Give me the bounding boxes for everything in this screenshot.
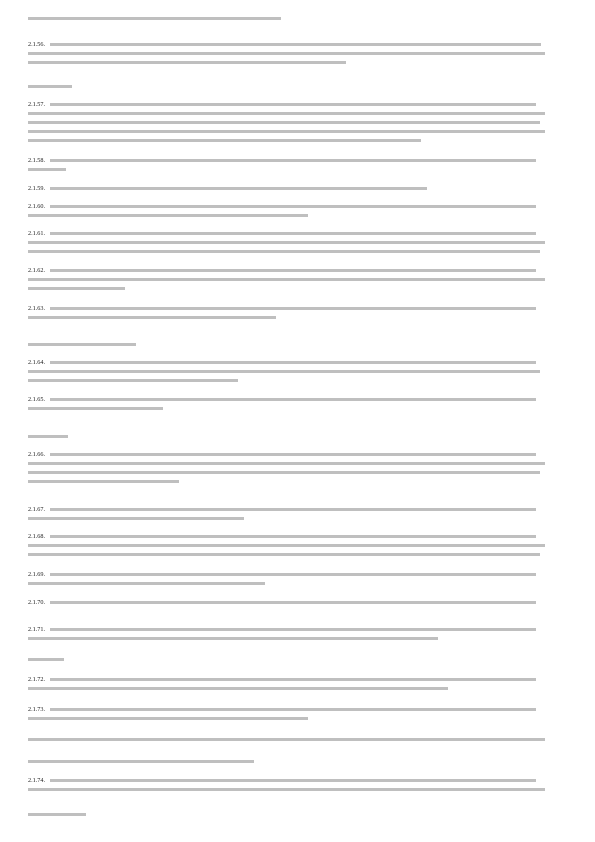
clause-2-1-62 [28,266,567,293]
text-line [28,367,567,376]
clause-number: 2.1.68. [28,533,46,540]
text-line [28,247,567,256]
text-line [50,100,567,109]
section-heading-finishing [28,655,64,664]
text-line [28,550,567,559]
list-item [28,757,567,766]
text-line [50,202,567,211]
text-line [28,810,86,819]
text-line [28,757,567,766]
text-line [28,136,567,145]
clause-2-1-73 [28,705,567,723]
text-line [28,376,567,385]
text-line [50,598,567,607]
clause-number: 2.1.63. [28,305,46,312]
clause-2-1-65 [28,395,567,413]
clause-number: 2.1.60. [28,203,46,210]
clause-2-1-60 [28,202,567,220]
text-line [28,238,567,247]
text-line [50,266,567,275]
clause-number: 2.1.70. [28,599,46,606]
text-line [28,58,567,67]
clause-2-1-61 [28,229,567,256]
text-line [28,634,567,643]
clause-2-1-68 [28,532,567,559]
text-line [28,275,567,284]
text-line [50,229,567,238]
text-line [28,459,567,468]
list-item [28,735,567,744]
clause-number: 2.1.65. [28,396,46,403]
text-line [50,156,567,165]
clause-2-1-71 [28,625,567,643]
text-line [28,127,567,136]
text-line [28,404,567,413]
clause-number: 2.1.57. [28,101,46,108]
clause-2-1-59 [28,184,567,193]
text-line [50,304,567,313]
clause-2-1-57 [28,100,567,145]
text-line [28,684,567,693]
text-line [28,514,567,523]
text-line [50,570,567,579]
clause-number: 2.1.66. [28,451,46,458]
text-line [50,532,567,541]
text-line [50,705,567,714]
clause-number: 2.1.72. [28,676,46,683]
text-line [28,118,567,127]
clause-number: 2.1.64. [28,359,46,366]
text-line [28,785,567,794]
clause-2-1-64 [28,358,567,385]
text-line [50,40,567,49]
text-line [50,358,567,367]
text-line [28,541,567,550]
text-line [28,579,567,588]
paragraph-fragment [28,14,567,23]
section-heading-partitions [28,82,72,91]
text-line [28,340,136,349]
clause-2-1-63 [28,304,567,322]
section-heading-reconstruction [28,810,86,819]
text-line [28,284,567,293]
clause-2-1-66 [28,450,567,486]
text-line [50,184,567,193]
clause-number: 2.1.62. [28,267,46,274]
text-line [50,450,567,459]
text-line [28,165,567,174]
clause-2-1-74 [28,776,567,794]
clause-2-1-70 [28,598,567,607]
text-line [28,655,64,664]
clause-number: 2.1.71. [28,626,46,633]
section-heading-mezzanines [28,340,136,349]
clause-2-1-56 [28,40,567,67]
clause-2-1-72 [28,675,567,693]
clause-number: 2.1.67. [28,506,46,513]
clause-number: 2.1.61. [28,230,46,237]
text-line [28,211,567,220]
clause-number: 2.1.58. [28,157,46,164]
clause-2-1-69 [28,570,567,588]
text-line [50,675,567,684]
text-line [28,82,72,91]
text-line [50,625,567,634]
clause-number: 2.1.69. [28,571,46,578]
text-line [28,109,567,118]
text-line [28,313,567,322]
text-line [28,714,567,723]
clause-number: 2.1.74. [28,777,46,784]
text-line [50,505,567,514]
clause-2-1-67 [28,505,567,523]
text-line [28,735,567,744]
text-line [28,468,567,477]
section-heading-stairs [28,432,68,441]
text-line [28,477,567,486]
clause-2-1-58 [28,156,567,174]
clause-number: 2.1.56. [28,41,46,48]
text-line [28,49,567,58]
text-line [50,395,567,404]
text-line [28,432,68,441]
text-line [50,776,567,785]
text-line [28,14,567,23]
clause-number: 2.1.73. [28,706,46,713]
clause-number: 2.1.59. [28,185,46,192]
